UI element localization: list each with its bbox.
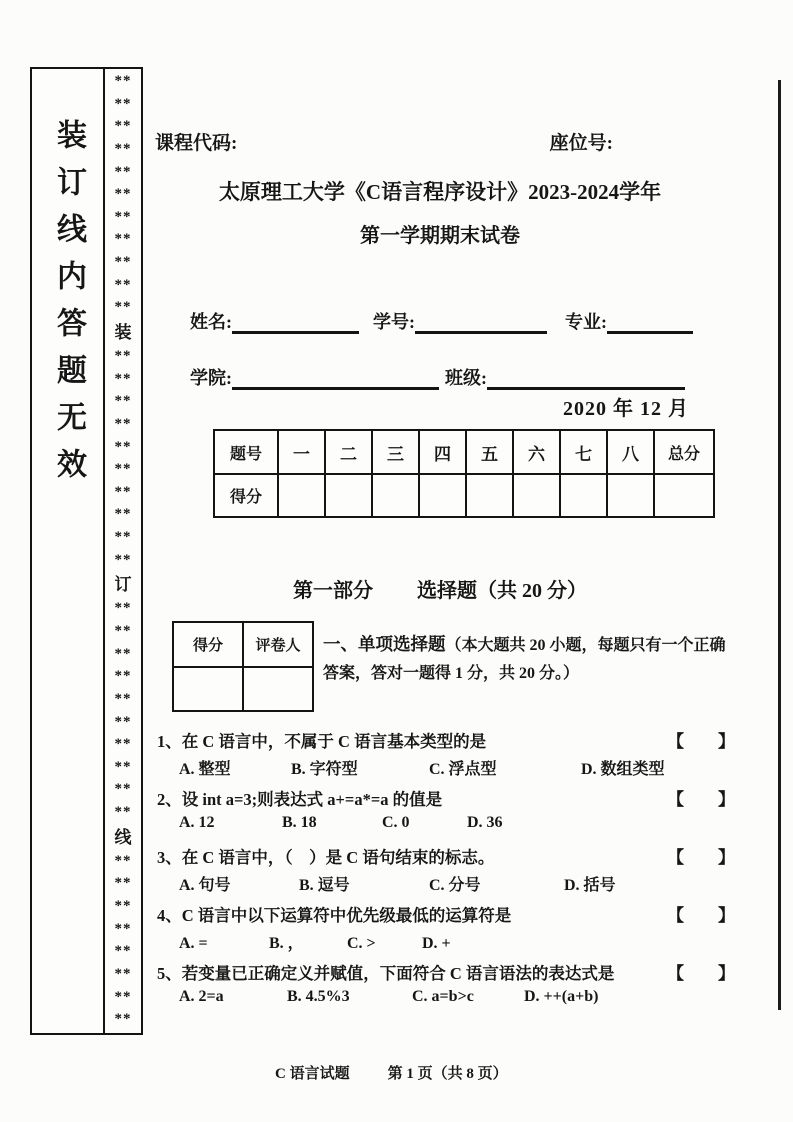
question-5 [157, 959, 735, 1017]
perforation-mark: ** [114, 781, 132, 798]
option-b: B. 逗号 [299, 877, 350, 894]
student-info-row-1 [190, 308, 693, 334]
exam-title: 太原理工大学《C语言程序设计》2023-2024学年 [218, 180, 662, 204]
col-header-1: 一 [278, 430, 325, 474]
perforation-mark: ** [114, 920, 132, 937]
option-b: B. 字符型 [291, 761, 358, 778]
perforation-mark: ** [114, 943, 132, 960]
option-c: C. 浮点型 [429, 761, 497, 778]
exam-subtitle: 第一学期期末试卷 [360, 225, 520, 247]
perforation-mark: ** [114, 254, 132, 270]
perforation-mark: ** [114, 73, 132, 89]
perforation-mark: ** [114, 415, 132, 432]
perforation-mark: ** [114, 758, 132, 775]
perforation-mark: ** [114, 1011, 132, 1028]
student-id-blank-line [415, 309, 547, 334]
college-blank-line [232, 365, 439, 390]
perforation-mark: ** [114, 140, 132, 157]
seat-number-label: 座位号: [549, 133, 613, 154]
question-options [157, 930, 735, 959]
answer-bracket: 【 】 [667, 732, 735, 751]
score-summary-table [213, 429, 715, 518]
score-label-cell: 得分 [173, 622, 243, 667]
question-4 [157, 901, 735, 959]
question-stem: 5、若变量已正确定义并赋值，下面符合 C 语言语法的表达式是 [157, 964, 615, 983]
score-row-label: 得分 [214, 474, 278, 517]
course-code-label: 课程代码: [155, 133, 238, 154]
answer-bracket: 【 】 [667, 964, 735, 983]
question-list [157, 727, 735, 1017]
question-stem-row [157, 843, 735, 872]
option-b: B. 18 [282, 814, 317, 831]
perforation-mark: ** [114, 370, 132, 387]
score-cell-empty [466, 474, 513, 517]
perforation-mark: ** [114, 988, 132, 1005]
grader-table-value-row [173, 667, 313, 711]
student-id-label: 学号: [373, 312, 415, 332]
perforation-mark: ** [114, 348, 132, 364]
answer-bracket: 【 】 [667, 790, 735, 809]
grader-value-cell [243, 667, 313, 711]
page-footer [275, 1062, 508, 1083]
score-cell-empty [325, 474, 372, 517]
grader-score-table [172, 621, 314, 712]
perforation-mark: ** [114, 186, 132, 203]
name-blank-line [232, 309, 359, 334]
option-a: A. 句号 [179, 877, 231, 894]
perforation-mark: ** [114, 713, 132, 730]
college-label: 学院: [190, 368, 232, 388]
option-d: D. 36 [467, 814, 503, 831]
class-blank-line [487, 365, 685, 390]
binding-notice-text: 装订线内答题无效 [52, 119, 85, 495]
option-b: B. 4.5%3 [287, 988, 350, 1005]
perforation-mark: ** [114, 898, 132, 914]
major-label: 专业: [565, 312, 607, 332]
question-options [157, 872, 735, 901]
question-stem-row [157, 785, 735, 814]
question-stem: 3、在 C 语言中，（ ）是 C 语句结束的标志。 [157, 848, 495, 867]
major-blank-line [607, 309, 693, 334]
option-d: D. ++(a+b) [524, 988, 599, 1005]
perforation-mark: ** [114, 208, 132, 225]
option-c: C. > [347, 935, 376, 952]
score-cell-empty [560, 474, 607, 517]
perforation-mark: ** [114, 95, 132, 112]
question-stem: 1、在 C 语言中，不属于 C 语言基本类型的是 [157, 732, 487, 751]
score-cell-empty [513, 474, 560, 517]
option-c: C. a=b>c [412, 988, 474, 1005]
question-options [157, 988, 735, 1017]
perforation-mark: ** [114, 483, 132, 500]
binding-area [30, 67, 143, 1035]
class-label: 班级: [445, 368, 487, 388]
total-score-header: 总分 [654, 430, 714, 474]
answer-bracket: 【 】 [667, 848, 735, 867]
student-info-row-2 [190, 364, 685, 390]
perforation-mark: ** [114, 965, 132, 982]
question-1 [157, 727, 735, 785]
question-stem: 4、C 语言中以下运算符中优先级最低的运算符是 [157, 906, 512, 925]
question-stem-row [157, 901, 735, 930]
question-options [157, 756, 735, 785]
perforation-mark: ** [114, 393, 132, 410]
section-instruction [323, 630, 733, 688]
option-a: A. 整型 [179, 761, 231, 778]
perforation-mark: ** [114, 852, 132, 869]
option-c: C. 分号 [429, 877, 481, 894]
col-header-5: 五 [466, 430, 513, 474]
perforation-mark: ** [114, 231, 132, 248]
score-value-cell [173, 667, 243, 711]
grader-table-header-row [173, 622, 313, 667]
perforation-mark: ** [114, 299, 132, 316]
question-stem-row [157, 959, 735, 988]
section-title-part: 第一部分 [293, 580, 373, 602]
perforation-mark: ** [114, 118, 132, 135]
binding-perforation-strip [103, 69, 141, 1033]
instruction-lead: 一、单项选择题 [323, 634, 446, 654]
score-table-score-row [214, 474, 714, 517]
option-d: D. 数组类型 [581, 761, 665, 778]
perforation-mark: ** [114, 645, 132, 662]
question-2 [157, 785, 735, 843]
option-d: D. + [422, 935, 451, 952]
perforation-mark: ** [114, 551, 132, 568]
section-title-name: 选择题（共 20 分） [417, 580, 587, 602]
instruction-detail: （本大题共 20 小题，每题只有一个正确答案，答对一题得 1 分，共 20 分。） [323, 637, 726, 682]
perforation-mark: ** [114, 461, 132, 478]
perforation-mark: ** [114, 690, 132, 707]
option-a: A. = [179, 935, 208, 952]
answer-bracket: 【 】 [667, 906, 735, 925]
binding-char: 装 [114, 322, 132, 342]
perforation-mark: ** [114, 668, 132, 685]
score-cell-empty [419, 474, 466, 517]
option-a: A. 2=a [179, 988, 224, 1005]
name-label: 姓名: [190, 312, 232, 332]
question-stem-row [157, 727, 735, 756]
perforation-mark: ** [114, 438, 132, 455]
exam-header-row [155, 128, 613, 155]
question-stem: 2、设 int a=3;则表达式 a+=a*=a 的值是 [157, 790, 443, 809]
grader-label-cell: 评卷人 [243, 622, 313, 667]
option-d: D. 括号 [564, 877, 616, 894]
perforation-mark: ** [114, 623, 132, 639]
section-title [150, 574, 730, 603]
question-3 [157, 843, 735, 901]
binding-char: 线 [114, 827, 132, 847]
perforation-mark: ** [114, 529, 132, 545]
perforation-mark: ** [114, 804, 132, 820]
col-header-3: 三 [372, 430, 419, 474]
question-number-header: 题号 [214, 430, 278, 474]
binding-char: 订 [114, 575, 132, 595]
question-options [157, 814, 735, 843]
col-header-8: 八 [607, 430, 654, 474]
footer-page-label: 第 1 页（共 8 页） [387, 1066, 508, 1082]
page-fold-line [778, 80, 781, 1010]
footer-doc-label: C 语言试题 [275, 1066, 350, 1082]
score-table-header-row [214, 430, 714, 474]
col-header-4: 四 [419, 430, 466, 474]
perforation-mark: ** [114, 875, 132, 892]
score-cell-empty [654, 474, 714, 517]
option-b: B. ， [269, 935, 304, 952]
col-header-2: 二 [325, 430, 372, 474]
col-header-7: 七 [560, 430, 607, 474]
perforation-mark: ** [114, 276, 132, 293]
binding-notice-column [32, 69, 104, 1033]
exam-date: 2020 年 12 月 [563, 398, 689, 420]
score-cell-empty [372, 474, 419, 517]
score-cell-empty [607, 474, 654, 517]
score-cell-empty [278, 474, 325, 517]
perforation-mark: ** [114, 736, 132, 753]
perforation-mark: ** [114, 506, 132, 523]
perforation-mark: ** [114, 600, 132, 617]
option-a: A. 12 [179, 814, 215, 831]
perforation-mark: ** [114, 163, 132, 180]
col-header-6: 六 [513, 430, 560, 474]
option-c: C. 0 [382, 814, 410, 831]
